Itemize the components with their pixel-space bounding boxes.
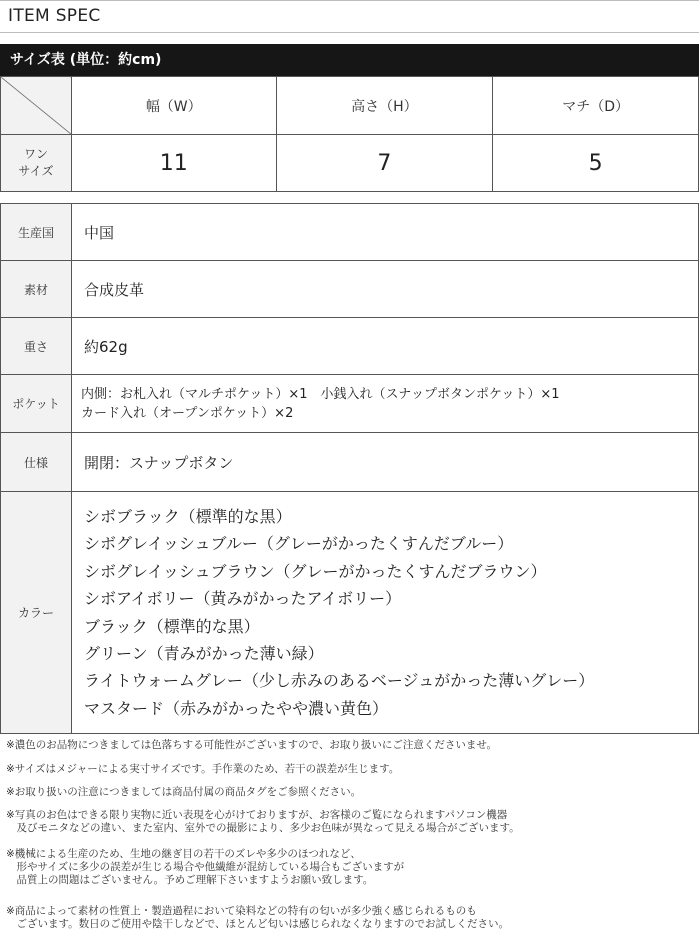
size-table-title: サイズ表 (単位：約cm) xyxy=(0,44,699,76)
color-item: シボグレイッシュブラウン（グレーがかったくすんだブラウン） xyxy=(84,561,547,581)
color-item: グリーン（青みがかった薄い緑） xyxy=(84,643,324,663)
value-height: 7 xyxy=(276,135,493,192)
row-label-line1: ワン xyxy=(23,147,48,161)
color-item: ライトウォームグレー（少し赤みのあるベージュがかった薄いグレー） xyxy=(84,671,595,691)
note-care-tag: ※お取り扱いの注意につきましては商品付属の商品タグをご参照ください。 xyxy=(6,786,362,798)
note-machine-1: ※機械による生産のため、生地の継ぎ目の若干のズレや多少のほつれなど、 xyxy=(6,848,361,860)
color-item: マスタード（赤みがかったやや濃い黄色） xyxy=(84,698,389,718)
spec-value-closure: 開閉：スナップボタン xyxy=(72,433,699,492)
spec-label-origin: 生産国 xyxy=(1,204,72,261)
note-color-fading: ※濃色のお品物につきましては色落ちする可能性がございますので、お取り扱いにご注意くださいませ。 xyxy=(6,739,498,751)
note-photo-color-1: ※写真のお色はできる限り実物に近い表現を心がけておりますが、お客様のご覧になられますパソコン機器 xyxy=(6,809,508,821)
spec-value-weight: 約62g xyxy=(72,318,699,375)
column-height: 高さ（H） xyxy=(276,77,493,135)
color-list xyxy=(84,503,698,722)
value-depth: 5 xyxy=(493,135,699,192)
spec-label-weight: 重さ xyxy=(1,318,72,375)
pocket-line-1: 内側：お札入れ（マルチポケット）×1 小銭入れ（スナップボタンポケット）×1 xyxy=(81,386,560,402)
spec-value-colors xyxy=(72,492,699,734)
spec-value-origin: 中国 xyxy=(72,204,699,261)
note-photo-color-2: 及びモニタなどの違い、また室内、室外での撮影により、多少お色味が異なって見える場合がございます。 xyxy=(6,822,520,834)
header-bar xyxy=(0,0,699,33)
page-title: ITEM SPEC xyxy=(8,6,101,26)
note-odor-1: ※商品によって素材の性質上・製造過程において染料などの特有の匂いが多少強く感じられるものも xyxy=(6,905,477,917)
spec-label-pocket: ポケット xyxy=(1,375,72,433)
color-item: シボブラック（標準的な黒） xyxy=(84,506,292,526)
row-label-one-size xyxy=(1,135,72,192)
column-width: 幅（W） xyxy=(71,77,276,135)
spec-row-weight xyxy=(1,318,699,375)
spec-row-pocket xyxy=(1,375,699,433)
color-item: シボグレイッシュブルー（グレーがかったくすんだブルー） xyxy=(84,534,514,554)
size-table xyxy=(0,76,699,192)
color-item: シボアイボリー（黄みがかったアイボリー） xyxy=(84,589,402,609)
pocket-line-2: カード入れ（オープンポケット）×2 xyxy=(81,405,294,421)
size-value-row xyxy=(1,135,699,192)
spec-value-pocket xyxy=(72,375,699,433)
spec-label-colors: カラー xyxy=(1,492,72,734)
spec-row-closure xyxy=(1,433,699,492)
color-item: ブラック（標準的な黒） xyxy=(84,616,260,636)
corner-cell xyxy=(1,77,72,135)
row-label-line2: サイズ xyxy=(18,164,54,178)
note-machine-2: 形やサイズに多少の誤差が生じる場合や他繊維が混紡している場合もございますが xyxy=(6,861,405,873)
spec-value-material: 合成皮革 xyxy=(72,261,699,318)
size-header-row xyxy=(1,77,699,135)
note-size-measure: ※サイズはメジャーによる実寸サイズです。手作業のため、若干の誤差が生じます。 xyxy=(6,763,400,775)
value-width: 11 xyxy=(71,135,276,192)
column-depth: マチ（D） xyxy=(493,77,699,135)
spec-row-colors xyxy=(1,492,699,734)
spec-row-material xyxy=(1,261,699,318)
spec-table xyxy=(0,203,699,734)
spec-label-material: 素材 xyxy=(1,261,72,318)
spec-row-origin xyxy=(1,204,699,261)
note-machine-3: 品質上の問題はございません。予めご理解下さいますようお願い致します。 xyxy=(6,874,374,886)
spec-label-closure: 仕様 xyxy=(1,433,72,492)
note-odor-2: ございます。数日のご使用や陰干しなどで、ほとんど匂いは感じられなくなりますのでお試しください。 xyxy=(6,918,509,930)
